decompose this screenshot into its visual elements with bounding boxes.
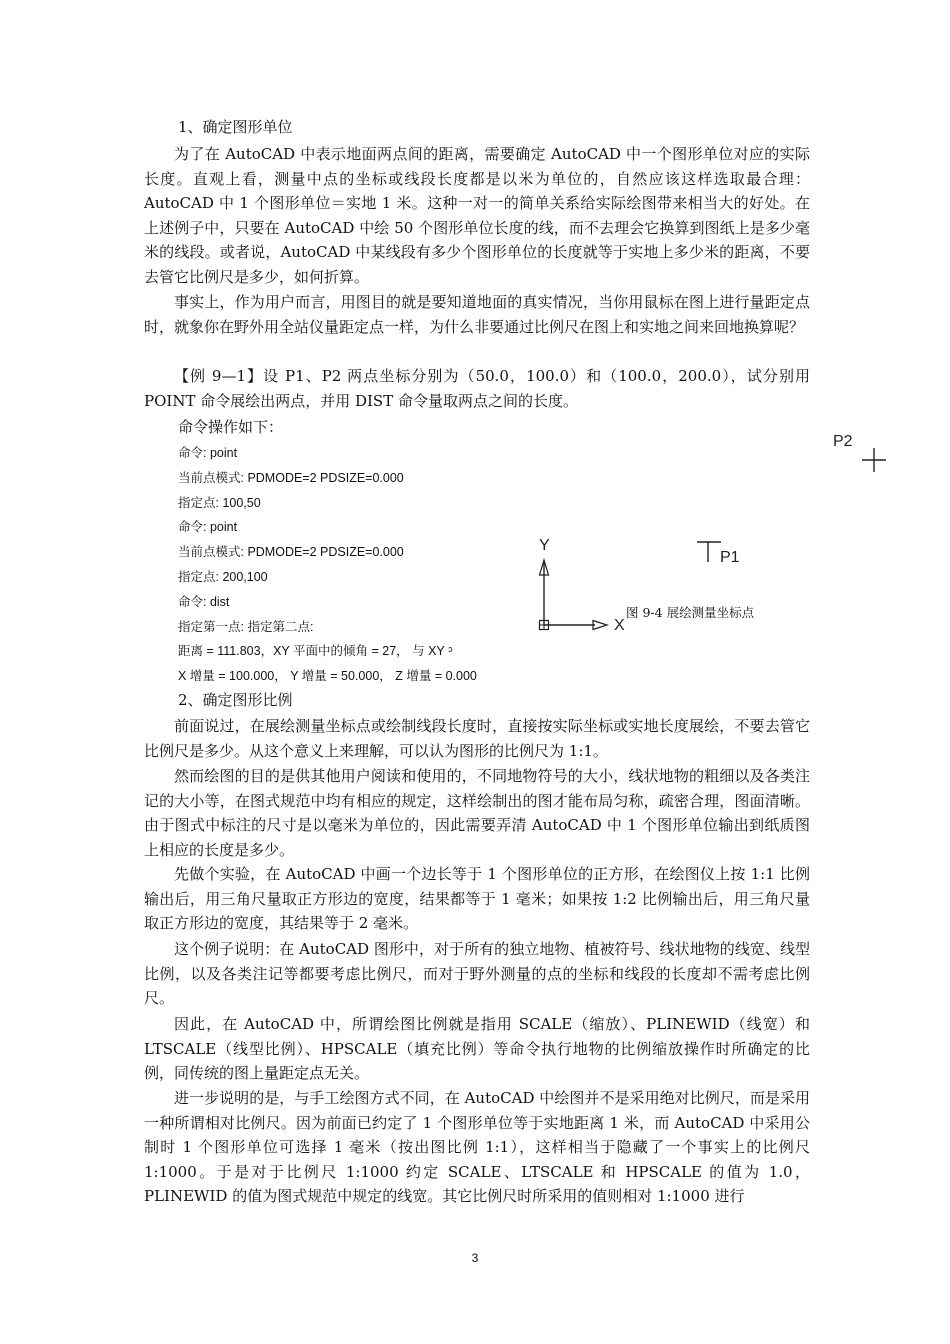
command-line: 指定第一点: 指定第二点: (178, 619, 314, 634)
x-axis-label: X (614, 617, 625, 634)
figure-caption: 图 9-4 展绘测量坐标点 (626, 605, 755, 620)
figure-9-4 (520, 420, 940, 640)
paragraph-scale-4: 这个例子说明：在 AutoCAD 图形中，对于所有的独立地物、植被符号、线状地物的线宽、线型比例，以及各类注记等都要考虑比例尺，而对于野外测量的点的坐标和线段的长度却不需考虑比例尺。 (144, 940, 810, 1008)
p1-label: P1 (720, 549, 740, 566)
paragraph-scale-2: 然而绘图的目的是供其他用户阅读和使用的，不同地物符号的大小，线状地物的粗细以及各类注记的大小等，在图式规范中均有相应的规定，这样绘制出的图才能布局匀称，疏密合理，图面清晰。由于图式中标注的尺寸是以毫米为单位的，因此需要弄清 AutoCAD 中 1 个图形单位输出到纸质图上相应的长度是多少。 (144, 767, 810, 859)
paragraph-scale-1: 前面说过，在展绘测量坐标点或绘制线段长度时，直接按实际坐标或实地长度展绘，不要去管它比例尺是多少。从这个意义上来理解，可以认为图形的比例尺为 1:1。 (144, 717, 810, 760)
command-line: 命令: dist (178, 594, 230, 609)
paragraph-scale-5: 因此，在 AutoCAD 中，所谓绘图比例就是指用 SCALE（缩放）、PLINEWID（线宽）和 LTSCALE（线型比例）、HPSCALE（填充比例）等命令执行地物的比例缩放操作时所确定的比例，同传统的图上量距定点无关。 (144, 1015, 810, 1083)
paragraph-scale-6: 进一步说明的是，与手工绘图方式不同，在 AutoCAD 中绘图并不是采用绝对比例尺，而是采用一种所谓相对比例尺。因为前面已约定了 1 个图形单位等于实地距离 1 米，而 AutoCAD 中采用公制时 1 个图形单位可选择 1 毫米（按出图比例 1:1），这样相当于隐藏了一个事实上的比例尺 1:1000。于是对于比例尺 1:1000 约定 SCALE、LTSCALE 和 HPSCALE 的值为 1.0，PLINEWID 的值为图式规范中规定的线宽。其它比例尺时所采用的值则相对 1:1000 进行 (144, 1089, 810, 1206)
p2-label: P2 (833, 433, 853, 450)
command-line: 命令: point (178, 520, 238, 535)
paragraph-scale-3: 先做个实验，在 AutoCAD 中画一个边长等于 1 个图形单位的正方形，在绘图仪上按 1:1 比例输出后，用三角尺量取正方形边的宽度，结果都等于 1 毫米；如果按 1:2 比例输出后，用三角尺量取正方形边的宽度，其结果等于 2 毫米。 (144, 865, 810, 933)
command-intro: 命令操作如下： (178, 418, 284, 436)
command-line: 指定点: 100,50 (178, 495, 261, 510)
command-line: 命令: point (178, 446, 238, 460)
paragraph-example-9-1: 【例 9—1】设 P1、P2 两点坐标分别为（50.0，100.0）和（100.0，200.0），试分别用 POINT 命令展绘出两点，并用 DIST 命令量取两点之间的长度。 (144, 367, 810, 410)
command-line: 距离 = 111.803，XY 平面中的倾角 = 27， 与 XY ᵓ (178, 644, 453, 659)
x-axis-arrow (593, 621, 607, 630)
command-listing (178, 417, 477, 691)
section-heading-scale: 2、确定图形比例 (178, 691, 293, 709)
command-line: X 增量 = 100.000， Y 增量 = 50.000， Z 增量 = 0.000 (178, 669, 477, 684)
paragraph-user-perspective: 事实上，作为用户而言，用图目的就是要知道地面的真实情况，当你用鼠标在图上进行量距定点时，就象你在野外用全站仪量距定点一样，为什么非要通过比例尺在图上和实地之间来回地换算呢？ (144, 293, 810, 336)
paragraph-units-intro: 为了在 AutoCAD 中表示地面两点间的距离，需要确定 AutoCAD 中一个图形单位对应的实际长度。直观上看，测量中点的坐标或线段长度都是以米为单位的，自然应该这样选取最合理：AutoCAD 中 1 个图形单位＝实地 1 米。这种一对一的简单关系给实际绘图带来相当大的好处。在上述例子中，只要在 AutoCAD 中绘 50 个图形单位长度的线，而不去理会它换算到图纸上是多少毫米的线段。或者说，AutoCAD 中某线段有多少个图形单位的长度就等于实地上多少米的距离，不要去管它比例尺是多少，如何折算。 (144, 145, 810, 286)
command-line: 当前点模式: PDMODE=2 PDSIZE=0.000 (178, 545, 404, 560)
command-line: 当前点模式: PDMODE=2 PDSIZE=0.000 (178, 470, 404, 485)
section-heading-units: 1、确定图形单位 (178, 118, 293, 136)
y-axis-label: Y (539, 537, 550, 554)
page-number: 3 (471, 1251, 479, 1265)
command-line: 指定点: 200,100 (178, 569, 268, 584)
